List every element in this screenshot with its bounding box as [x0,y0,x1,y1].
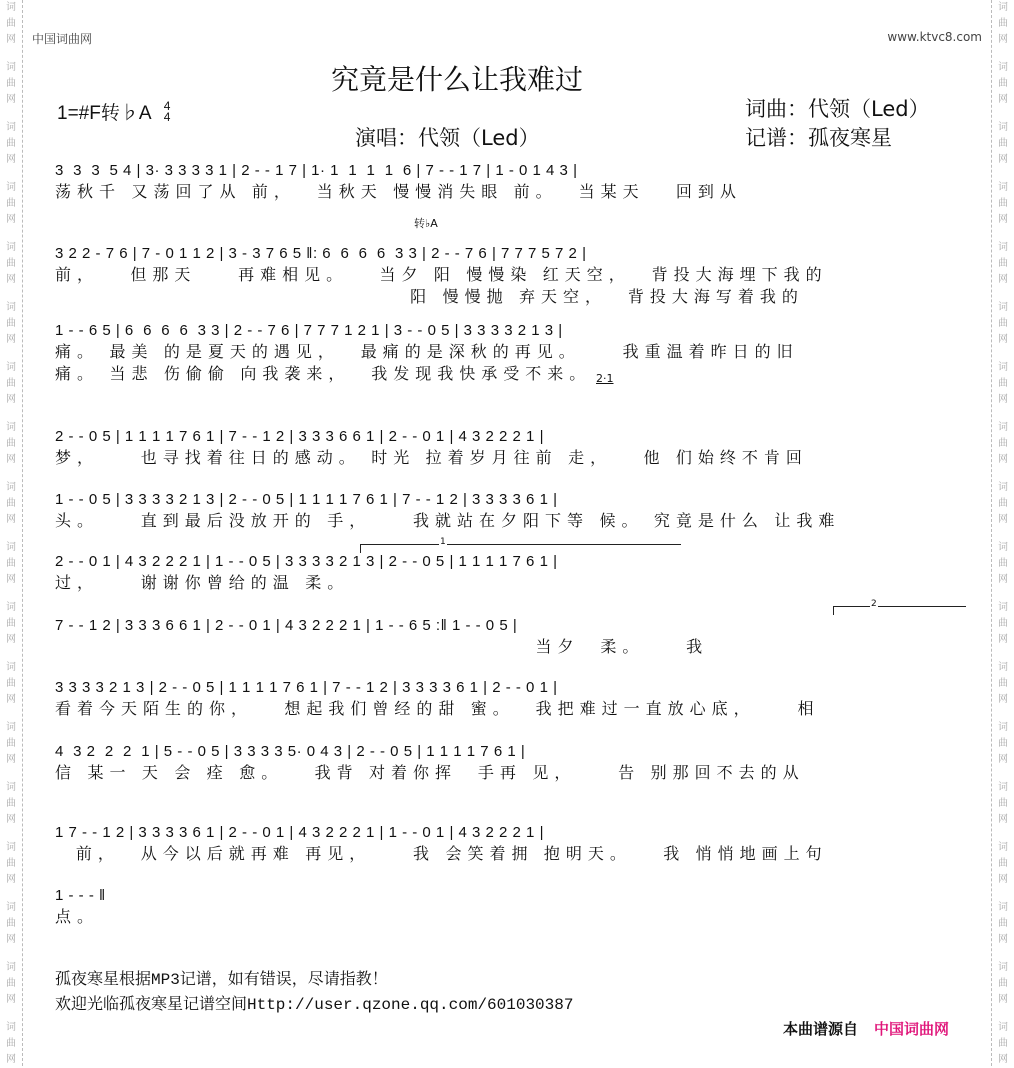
watermark-text: 词 曲 网 [998,362,1008,405]
key-signature [57,98,170,125]
note-line: 1 7 - - 1 2 | 3 3 3 3 6 1 | 2 - - 0 1 | 4 3 2 2 2 1 | 1 - - 0 1 | 4 3 2 2 2 1 | [55,824,544,841]
site-name-left[interactable]: 中国词曲网 [32,32,93,46]
watermark-text: 词 曲 网 [998,302,1008,345]
watermark-text: 词 曲 网 [6,242,16,285]
site-url-right[interactable]: www.ktvc8.com [887,30,982,44]
watermark-text: 词 曲 网 [998,542,1008,585]
watermark-text: 词 曲 网 [998,602,1008,645]
volta-2-label: 2 [871,599,877,609]
lyric-line: 前， 但那天 再难相见。 当夕 阳 慢慢染 红天空， 背投大海埋下我的 [55,267,828,284]
watermark-text: 词 曲 网 [998,422,1008,465]
note-line: 1 - - 0 5 | 3 3 3 3 2 1 3 | 2 - - 0 5 | 1 1 1 1 7 6 1 | 7 - - 1 2 | 3 3 3 3 6 1 | [55,491,558,508]
watermark-text: 词 曲 网 [998,662,1008,705]
lyric-line: 阳 慢慢抛 弃天空， 背投大海写着我的 [55,289,804,306]
watermark-text: 词 曲 网 [6,962,16,1005]
note-line: 7 - - 1 2 | 3 3 3 6 6 1 | 2 - - 0 1 | 4 3 2 2 2 1 | 1 - - 6 5 :‖ 1 - - 0 5 | [55,617,518,634]
transcriber-note: 孤夜寒星根据MP3记谱，如有错误，尽请指教！ [55,971,388,989]
watermark-text: 词 曲 网 [6,1022,16,1065]
lyric-line: 荡秋千 又荡回了从 前， 当秋天 慢慢消失眼 前。 当某天 回到从 [55,184,742,201]
lyric-line: 看着今天陌生的你， 想起我们曾经的甜 蜜。 我把难过一直放心底， 相 [55,701,820,718]
watermark-text: 词 曲 网 [998,482,1008,525]
note-line: 2 - - 0 5 | 1 1 1 1 7 6 1 | 7 - - 1 2 | 3 3 3 6 6 1 | 2 - - 0 1 | 4 3 2 2 2 1 | [55,428,544,445]
watermark-text: 词 曲 网 [6,602,16,645]
score-line [55,320,970,386]
source-brand-link[interactable]: 中国词曲网 [874,1020,950,1038]
watermark-text: 词 曲 网 [998,62,1008,105]
watermark-text: 词 曲 网 [998,1022,1008,1065]
watermark-text: 词 曲 网 [998,242,1008,285]
note-line: 3 3 3 5 4 | 3· 3 3 3 3 1 | 2 - - 1 7 | 1· 1 1 1 1 6 | 7 - - 1 7 | 1 - 0 1 4 3 | [55,162,578,179]
volta-bracket-2 [833,599,966,615]
note-line: 4 3 2 2 2 1 | 5 - - 0 5 | 3 3 3 3 5· 0 4 3 | 2 - - 0 5 | 1 1 1 1 7 6 1 | [55,743,526,760]
watermark-text: 词 曲 网 [998,782,1008,825]
song-title-text: 究竟是什么让我难过 [330,63,583,96]
score-line [55,160,970,204]
key-text: 1=#F转♭A [57,103,151,124]
note-line: 1 - - 6 5 | 6 6 6 6 3 3 | 2 - - 7 6 | 7 7 7 1 2 1 | 3 - - 0 5 | 3 3 3 3 2 1 3 | [55,322,563,339]
score-line [55,741,970,785]
lyric-line: 过， 谢谢你曾给的温 柔。 [55,575,350,592]
lyric-line: 梦， 也寻找着往日的感动。 时光 拉着岁月往前 走， 他 们始终不肯回 [55,450,808,467]
time-signature [163,98,171,124]
watermark-text: 词 曲 网 [6,842,16,885]
watermark-text: 词 曲 网 [6,782,16,825]
lyric-line: 前， 从今以后就再难 再见， 我 会笑着拥 抱明天。 我 悄悄地画上句 [55,846,828,863]
lyric-line: 当夕 柔。 我 [55,639,709,656]
score-line [55,243,970,309]
watermark-text: 词 曲 网 [6,122,16,165]
volta-1-label: 1 [440,537,446,547]
song-title [0,58,1014,98]
lyric-line: 头。 直到最后没放开的 手， 我就站在夕阳下等 候。 究竟是什么 让我难 [55,513,841,530]
watermark-text: 词 曲 网 [6,182,16,225]
watermark-text: 词 曲 网 [998,842,1008,885]
lyric-line: 点。 [55,909,100,926]
lyric-line: 痛。 当悲 伤偷偷 向我袭来， 我发现我快承受不来。 [55,366,592,383]
watermark-text: 词 曲 网 [6,662,16,705]
note-line: 2 - - 0 1 | 4 3 2 2 2 1 | 1 - - 0 5 | 3 3 3 3 2 1 3 | 2 - - 0 5 | 1 1 1 1 7 6 1 | [55,553,558,570]
note-line: 1 - - - ‖ [55,887,106,904]
time-bottom: 4 [163,109,171,124]
watermark-text: 词 曲 网 [6,902,16,945]
watermark-text: 词 曲 网 [6,362,16,405]
source-credit [783,1018,949,1039]
watermark-text: 词 曲 网 [998,902,1008,945]
lyric-line: 信 某一 天 会 痊 愈。 我背 对着你挥 手再 见， 告 别那回不去的从 [55,765,805,782]
watermark-text: 词 曲 网 [6,542,16,585]
watermark-text: 词 曲 网 [998,2,1008,45]
score-line [55,426,970,470]
score-line [55,489,970,533]
watermark-text: 词 曲 网 [6,422,16,465]
score-line [55,551,970,595]
lyricist-composer: 词曲：代领（Led） [745,97,930,121]
watermark-text: 词 曲 网 [6,62,16,105]
source-label: 本曲谱源自 [783,1020,859,1038]
lyric-line: 痛。 最美 的是夏天的遇见， 最痛的是深秋的再见。 我重温着昨日的旧 [55,344,799,361]
score-line [55,885,970,929]
key-change-annotation: 转♭A [414,217,438,230]
watermark-text: 词 曲 网 [6,482,16,525]
score-line [55,615,970,659]
credits [745,95,930,153]
time-top: 4 [163,98,171,113]
watermark-text: 词 曲 网 [6,722,16,765]
transcriber: 记谱：孤夜寒星 [745,126,892,150]
transcriber-space-link[interactable]: 欢迎光临孤夜寒星记谱空间Http://user.qzone.qq.com/601030387 [55,996,574,1014]
watermark-text: 词 曲 网 [998,962,1008,1005]
singer-credit: 演唱：代领（Led） [355,126,540,150]
alt-note-annotation: 2·1 [596,372,614,385]
watermark-text: 词 曲 网 [998,182,1008,225]
watermark-text: 词 曲 网 [998,722,1008,765]
score-line [55,677,970,721]
score-line [55,822,970,866]
note-line: 3 3 3 3 2 1 3 | 2 - - 0 5 | 1 1 1 1 7 6 1 | 7 - - 1 2 | 3 3 3 3 6 1 | 2 - - 0 1 | [55,679,558,696]
watermark-text: 词 曲 网 [6,302,16,345]
watermark-text: 词 曲 网 [6,2,16,45]
note-line: 3 2 2 - 7 6 | 7 - 0 1 1 2 | 3 - 3 7 6 5 ‖: 6 6 6 6 3 3 | 2 - - 7 6 | 7 7 7 5 7 2 | [55,245,587,262]
watermark-text: 词 曲 网 [998,122,1008,165]
